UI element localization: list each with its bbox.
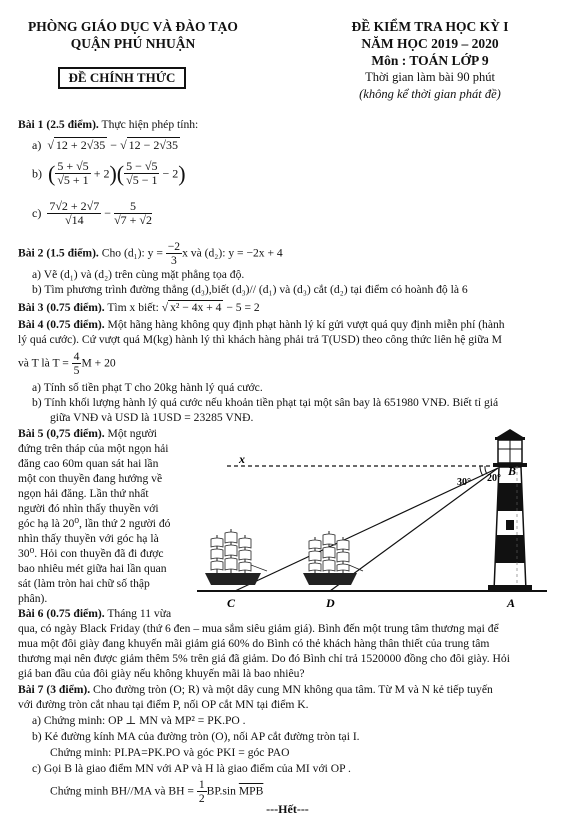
header-right bbox=[300, 18, 560, 103]
exam-title: ĐỀ KIỂM TRA HỌC KỲ I bbox=[351, 19, 509, 34]
bai7-line1: Bài 7 (3 điểm). Cho đường tròn (O; R) và một dây cung MN không qua tâm. Từ M và N kẻ tiếp tuyến bbox=[18, 683, 493, 696]
bai4-b1: b) Tính khối lượng hành lý quá cước nếu khoản tiền phạt tại một sân bay là 651980 VNĐ. Biết tỉ giá bbox=[32, 396, 499, 409]
subject: Môn : TOÁN LỚP 9 bbox=[371, 53, 489, 68]
official-stamp: ĐỀ CHÍNH THỨC bbox=[58, 67, 186, 89]
bai7-line2: với đường tròn cắt nhau tại điểm P, nối OP cắt MN tại điểm K. bbox=[18, 698, 309, 711]
bai7-b1: b) Kẻ đường kính MA của đường tròn (O), nối AP cắt đường tròn tại I. bbox=[32, 730, 360, 743]
bai1-b: b) ( $\frac{5 + √5}{√5 + 1}$ + 2)( $\frac{5 - √5}{√5 - 1}$ − 2) bbox=[32, 159, 186, 188]
bai6-line3: mua một đôi giày đang khuyến mãi giảm giá 60% do Bình có thẻ khách hàng thân thiết của trung tâm bbox=[18, 637, 490, 650]
ship-icon-d bbox=[303, 531, 363, 585]
bai2-b: b) Tìm phương trình đường thẳng (d₃),biết (d₃)// (d₁) và (d₃) cắt (d₂) tại điểm có hoành độ là 6 bbox=[32, 283, 468, 296]
bai5-line9: 30⁰. Hỏi con thuyền đã đi được bbox=[18, 547, 164, 560]
bai7-b2: Chứng minh: PI.PA=PK.PO và góc PKI = góc PAO bbox=[50, 746, 290, 759]
bai5-line7: góc hạ là 20⁰, lần thứ 2 người đó bbox=[18, 517, 171, 530]
label-c: C bbox=[227, 596, 236, 610]
bai2-heading: Bài 2 (1.5 điểm). Cho (d₁): y = $\frac{-2}{3}$ x và (d₂): y = −2x + 4 bbox=[18, 240, 283, 267]
bai1-heading: Bài 1 (2.5 điểm). Thực hiện phép tính: bbox=[18, 118, 199, 131]
lighthouse-icon bbox=[488, 429, 532, 591]
bai6-line2: qua, có ngày Black Friday (thứ 6 đen – mua sắm siêu giảm giá). Bình đến một trung tâm thương mại để bbox=[18, 622, 499, 635]
bai1-c: c) $\frac{7√2 + 2√7}{√14}$ − $\frac{5}{√7 + √2}$ bbox=[32, 199, 153, 227]
sight-line-d bbox=[330, 468, 498, 591]
bai6-line5: giá ban đầu của đôi giày nếu không khuyến mãi là bao nhiêu? bbox=[18, 667, 305, 680]
label-d: D bbox=[326, 596, 335, 610]
arc-mpb: $\overline{MPB}$ bbox=[238, 784, 264, 798]
bai4-b2: giữa VNĐ và USD là 1USD = 23285 VNĐ. bbox=[50, 411, 254, 424]
bai5-line11: sát (làm tròn hai chữ số thập bbox=[18, 577, 150, 590]
duration: Thời gian làm bài 90 phút bbox=[365, 70, 495, 84]
bai4-line3: và T là T = $\frac{4}{5}$ M + 20 bbox=[18, 350, 116, 377]
bai1-a: a) √ 12 + 2√35 − √ 12 − 2√35 bbox=[32, 138, 179, 152]
label-b: B bbox=[508, 464, 517, 478]
angle-30-arc bbox=[480, 466, 483, 476]
bai5-line2: đứng trên tháp của một ngọn hải bbox=[18, 442, 169, 455]
district-name: QUẬN PHÚ NHUẬN bbox=[70, 36, 196, 51]
label-20: 20° bbox=[487, 473, 501, 484]
header-left bbox=[18, 18, 248, 52]
bai5-line4: một con thuyền đang hướng về bbox=[18, 472, 163, 485]
lighthouse-figure bbox=[195, 425, 565, 620]
bai5-line12: phân). bbox=[18, 592, 48, 605]
bai4-line1: Bài 4 (0.75 điểm). Một hãng hàng không quy định phạt hành lý kí gửi vượt quá quy định miễn phí (hành bbox=[18, 318, 505, 331]
bai5-line5: ngọn hải đăng. Lần thứ nhất bbox=[18, 487, 149, 500]
bai5-line1: Bài 5 (0,75 điểm). Một người bbox=[18, 427, 157, 440]
bai6-line1: Bài 6 (0.75 điểm). Tháng 11 vừa bbox=[18, 607, 172, 620]
label-x: x bbox=[239, 452, 245, 466]
bai7-d: Chứng minh BH//MA và BH = $\frac{1}{2}$ BP.sin $\overline{MPB}$ bbox=[50, 778, 264, 805]
footer-end: ---Hết--- bbox=[266, 802, 309, 816]
bai2-a: a) Vẽ (d₁) và (d₂) trên cùng mặt phẳng tọa độ. bbox=[32, 268, 245, 281]
bai6-line4: thương mại nên được giảm thêm 5% trên giá đã giảm. Do đó Bình chỉ trả 1520000 đồng cho đôi giày. Hỏi bbox=[18, 652, 510, 665]
school-year: NĂM HỌC 2019 – 2020 bbox=[361, 36, 499, 51]
bai3-line: Bài 3 (0.75 điểm). Tìm x biết: √ x² − 4x + 4 − 5 = 2 bbox=[18, 301, 260, 314]
bai4-line2: lý quá cước). Cứ vượt quá M(kg) hành lý thì khách hàng phải trả T(USD) theo công thức liên hệ giữa M bbox=[18, 333, 502, 346]
bai7-a: a) Chứng minh: OP ⊥ MN và MP² = PK.PO . bbox=[32, 714, 246, 727]
bai4-a: a) Tính số tiền phạt T cho 20kg hành lý quá cước. bbox=[32, 381, 263, 394]
bai5-line8: nhìn thấy thuyền với góc hạ là bbox=[18, 532, 159, 545]
bai5-line10: bao nhiêu mét giữa hai lần quan bbox=[18, 562, 167, 575]
ship-icon-c bbox=[205, 529, 267, 585]
bai5-line3: đăng cao 60m quan sát hai lần bbox=[18, 457, 159, 470]
duration-note: (không kể thời gian phát đề) bbox=[359, 87, 501, 101]
label-a: A bbox=[507, 596, 516, 610]
bai7-c: c) Gọi B là giao điểm MN với AP và H là giao điểm của MI với OP . bbox=[32, 762, 351, 775]
department-name: PHÒNG GIÁO DỤC VÀ ĐÀO TẠO bbox=[28, 19, 238, 34]
bai5-line6: người đó nhìn thấy thuyền với bbox=[18, 502, 159, 515]
label-30: 30° bbox=[457, 477, 471, 488]
